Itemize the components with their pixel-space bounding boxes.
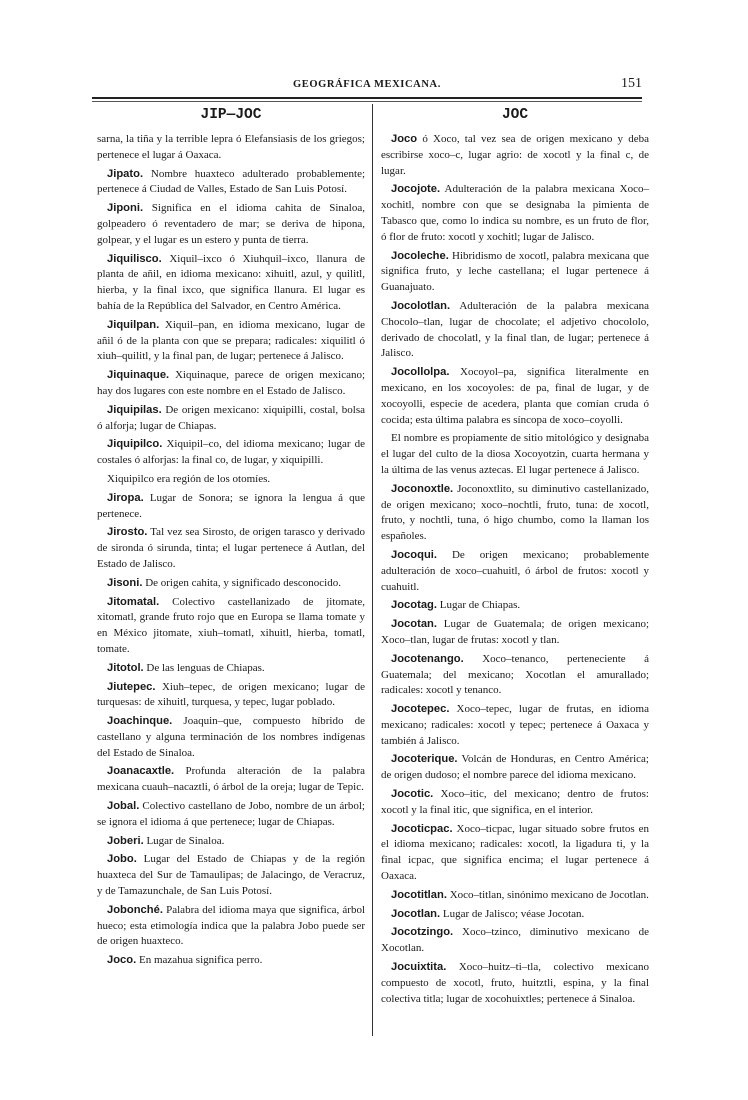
dictionary-entry — [381, 249, 649, 296]
entry-headword: Jocotag. — [391, 599, 438, 612]
dictionary-entry — [381, 822, 649, 885]
entry-headword: Jocoleche. — [391, 249, 449, 262]
entry-text: Hibridismo de xocotl, palabra mexicana que significa fruto, y leche castellana; el lugar pertenece á Guanajuato. — [381, 249, 649, 294]
entry-text: Xiquil–pan, en idioma mexicano, lugar de añil ó de la planta con que se prepara; radicales: xiquilitl ó xiuh–quilitl, y la final pan, de lugar; pertenece á Jalisco. — [97, 318, 366, 363]
entry-headword: Jiquilpan. — [107, 318, 160, 331]
entry-headword: Jocoterique. — [391, 753, 458, 766]
entry-text: De origen mexicano: xiquipilli, costal, bolsa ó alforja; lugar de Chiapas. — [97, 403, 365, 432]
entry-headword: Jobo. — [107, 853, 137, 866]
entry-headword: Jocotitlan. — [391, 888, 447, 901]
entry-headword: Joberi. — [107, 834, 144, 847]
entry-text: Lugar de Jalisco; véase Jocotan. — [442, 907, 585, 920]
dictionary-entry — [97, 714, 365, 761]
dictionary-entry — [381, 299, 649, 362]
entry-headword: Jisoni. — [107, 576, 143, 589]
entry-text: El nombre es propiamente de sitio mitológico y designaba el lugar del culto de la diosa Xocoyotzin, cuarta hermana y la última de las venus aztecas. El lugar pertenece á Jalisco. — [381, 432, 649, 476]
entry-text: Lugar de Sonora; se ignora la lengua á que pertenece. — [97, 491, 366, 520]
dictionary-entry — [97, 903, 365, 950]
entry-headword: Jobal. — [107, 800, 140, 813]
entry-headword: Jocoticpac. — [391, 822, 453, 835]
entry-text: En mazahua significa perro. — [138, 954, 263, 967]
entry-text: De origen mexicano; probablemente adulteración de xoco–cuahuitl, ó árbol de frutos: xocotl y cuahuitl. — [381, 548, 650, 593]
entry-text: Xoco–tzinco, diminutivo mexicano de Xocotlan. — [381, 926, 649, 955]
dictionary-entry — [97, 318, 365, 365]
dictionary-entry — [381, 752, 649, 784]
page-header — [92, 76, 642, 96]
dictionary-entry — [97, 834, 365, 850]
entry-text: Volcán de Honduras, en Centro América; de origen dudoso; el nombre parece del idioma mexicano. — [381, 753, 649, 782]
dictionary-entry — [97, 437, 365, 469]
right-column — [381, 106, 649, 1010]
dictionary-entry — [381, 182, 649, 245]
entry-text: Adulteración de la palabra mexicana Chocolo–tlan, lugar de chocolate; el adjetivo chocololo, derivado de chocolatl, y la final tlan, de lugar; pertenece á Jalisco. — [381, 299, 649, 360]
header-rule-thick — [92, 97, 642, 99]
entry-text: Lugar de Guatemala; de origen mexicano; Xoco–tlan, lugar de frutas: xocotl y tlan. — [381, 618, 650, 646]
entry-text: Colectivo castellano de Jobo, nombre de un árbol; se ignora el idioma á que pertenece; lugar de Chiapas. — [97, 800, 365, 828]
entry-headword: Jiquipilas. — [107, 403, 162, 416]
entry-text: Xiquipil–co, del idioma mexicano; lugar de costales ó alforjas: la final co, de lugar, y xiquipilli. — [97, 438, 366, 467]
dictionary-entry — [97, 852, 365, 899]
dictionary-entry — [97, 953, 365, 969]
dictionary-entry — [97, 680, 365, 712]
entry-headword: Joco — [391, 133, 418, 145]
entry-text: Colectivo castellanizado de jitomate, xitomatl, grande fruto rojo que en Europa se llama tomate y en México jitomate, xiuh–tomatl, xihuitl, hierba, tomatl, tomate. — [97, 595, 366, 655]
entry-text: Lugar del Estado de Chiapas y de la región huaxteca del Sur de Tamaulipas; de Jalacingo, de Veracruz, y de Tamazunchale, de San Luis Potosí. — [97, 853, 366, 898]
entry-text: Joaquin–que, compuesto híbrido de castellano y alguna terminación de los nombres indígenas del Estado de Sinaloa. — [97, 715, 365, 759]
entry-headword: Jipato. — [107, 167, 144, 180]
entry-text: Xoco–ticpac, lugar situado sobre frutos en el idioma mexicano; radicales: xocotl, la ligadura ti, y la final icpac, que significa encima; el lugar pertenece á Oaxaca. — [381, 822, 650, 883]
dictionary-entry — [381, 482, 649, 545]
entry-headword: Jiquinaque. — [107, 369, 170, 382]
entry-headword: Jiponi. — [107, 202, 144, 215]
dictionary-entry — [381, 548, 649, 595]
page-number: 151 — [621, 76, 642, 91]
dictionary-entry — [381, 960, 649, 1007]
entry-headword: Jiquipilco. — [107, 438, 163, 451]
entry-text: Lugar de Chiapas. — [439, 599, 521, 612]
entry-headword: Jitomatal. — [107, 595, 160, 608]
entry-headword: Jocotic. — [391, 788, 434, 801]
dictionary-entry — [97, 799, 365, 831]
entry-text: Palabra del idioma maya que significa, árbol hueco; esta etimología indica que la palabra Jobo puede ser de origen huaxteco. — [97, 903, 366, 948]
entry-headword: Jirosto. — [107, 526, 148, 539]
entry-headword: Jocollolpa. — [391, 366, 450, 379]
left-column-heading: JIP—JOC — [200, 107, 262, 123]
left-entries — [97, 132, 365, 969]
entry-headword: Jitotol. — [107, 661, 144, 674]
header-rule-thin — [92, 101, 642, 102]
dictionary-entry — [97, 472, 365, 488]
entry-text: Xiquipilco era región de los otomíes. — [107, 472, 271, 485]
entry-text: Xoco–itic, del mexicano; dentro de frutos: xocotl y la final itic, que significa, en el interior. — [381, 788, 649, 816]
entry-text: Xiquil–ixco ó Xiuhquil–ixco, llanura de planta de añil, en idioma mexicano: xihuitl, azul, y quilitl, hierba, y la final ixco, que significa llanura. El lugar es bahía de la República del Salvador, en Centro América. — [97, 252, 366, 312]
dictionary-entry — [97, 403, 365, 435]
entry-headword: Jiropa. — [107, 491, 144, 504]
right-entries — [381, 132, 649, 1007]
entry-text: De las lenguas de Chiapas. — [146, 661, 265, 674]
entry-text: Xoco–huitz–ti–tla, colectivo mexicano compuesto de xocotl, fruto, huitztli, espina, y la final colectiva titla; lugar de xocohuixtles; pertenece á Sinaloa. — [381, 961, 649, 1005]
entry-text: Joconoxtlito, su diminutivo castellanizado, de origen mexicano; xoco–nochtli, fruto, tuna: de xocotl, fruto, y nochtli, tuna, ó higo chumbo, como la llaman los españoles. — [381, 482, 650, 543]
entry-text: Xoco–titlan, sinónimo mexicano de Jocotlan. — [449, 888, 649, 901]
entry-text: Nombre huaxteco adulterado probablemente; pertenece á Ciudad de Valles, Estado de San Luis Potosí. — [97, 167, 366, 196]
entry-headword: Jocojote. — [391, 183, 441, 196]
entry-text: Xocoyol–pa, significa literalmente en mexicano, en los xocoyoles: de pa, final de lugar, y de xocoyolli, especie de acedera, planta que comían cruda ó cocida; esta última palabra es síncopa de xoco–coyolli. — [381, 366, 649, 426]
dictionary-entry — [381, 617, 649, 649]
dictionary-entry — [381, 132, 649, 179]
dictionary-entry — [97, 661, 365, 677]
dictionary-entry — [381, 652, 649, 699]
dictionary-entry — [381, 787, 649, 819]
dictionary-entry — [381, 431, 649, 478]
entry-text: Profunda alteración de la palabra mexicana cuauh–nacaztli, ó árbol de la oreja; lugar de Tepic. — [97, 765, 366, 794]
entry-headword: Jiquilisco. — [107, 252, 162, 265]
dictionary-entry — [97, 525, 365, 572]
dictionary-entry — [381, 888, 649, 904]
entry-headword: Jocoqui. — [391, 548, 437, 561]
entry-headword: Jocotlan. — [391, 907, 441, 920]
entry-headword: Jiutepec. — [107, 680, 156, 693]
entry-headword: Jocotenango. — [391, 652, 464, 665]
running-title: GEOGRÁFICA MEXICANA. — [293, 79, 441, 90]
dictionary-entry — [381, 598, 649, 614]
dictionary-entry — [381, 702, 649, 749]
dictionary-entry — [381, 907, 649, 923]
dictionary-entry — [381, 925, 649, 957]
dictionary-entry — [97, 201, 365, 248]
entry-text: Xoco–tenanco, perteneciente á Guatemala; del mexicano; Xocotlan el amurallado; radicales: xocotl y tenanco. — [381, 652, 650, 697]
dictionary-entry — [97, 576, 365, 592]
entry-headword: Jocotepec. — [391, 703, 450, 716]
dictionary-entry — [97, 252, 365, 315]
entry-headword: Joconoxtle. — [391, 482, 454, 495]
dictionary-entry — [97, 764, 365, 796]
left-column — [97, 106, 365, 972]
entry-text: Xoco–tepec, lugar de frutas, en idioma mexicano; radicales: xocotl y tepec; pertenece á Oaxaca y también á Jalisco. — [381, 703, 649, 747]
dictionary-entry — [97, 595, 365, 658]
entry-headword: Jocuixtita. — [391, 961, 447, 974]
entry-headword: Jocotzingo. — [391, 926, 454, 939]
entry-text: De origen cahita, y significado desconocido. — [145, 576, 341, 589]
dictionary-entry — [97, 368, 365, 400]
entry-headword: Jocotan. — [391, 618, 438, 631]
entry-text: sarna, la tiña y la terrible lepra ó Elefansiasis de los griegos; pertenece el lugar á Oaxaca. — [97, 133, 365, 161]
entry-headword: Joco. — [107, 954, 137, 967]
entry-headword: Jocolotlan. — [391, 299, 451, 312]
dictionary-entry — [97, 491, 365, 523]
entry-text: Adulteración de la palabra mexicana Xoco–xochitl, nombre con que se designaba la pimienta de Tabasco que, como lo indica su nombre, es un fruto de flor, ó flor de fruto: xocotl y xochitl; lugar de Jalisco. — [381, 183, 649, 243]
dictionary-entry — [97, 167, 365, 199]
column-divider — [372, 104, 373, 1036]
dictionary-entry — [97, 132, 365, 164]
entry-headword: Joanacaxtle. — [107, 765, 175, 778]
entry-headword: Jobonché. — [107, 903, 163, 916]
entry-text: Lugar de Sinaloa. — [146, 834, 225, 847]
entry-headword: Joachinque. — [107, 715, 173, 728]
right-column-heading: JOC — [501, 107, 529, 123]
entry-text: Tal vez sea Sirosto, de origen tarasco y derivado de sironda ó sirunda, tinta; el lugar pertenece á Autlan, del Estado de Jalisco. — [97, 526, 365, 570]
entry-text: Xiquinaque, parece de origen mexicano; hay dos lugares con este nombre en el Estado de Jalisco. — [97, 369, 366, 397]
dictionary-entry — [381, 365, 649, 428]
entry-text: Xiuh–tepec, de origen mexicano; lugar de turquesas: de xihuitl, turquesa, y tepec, lugar poblado. — [97, 680, 365, 709]
entry-text: ó Xoco, tal vez sea de origen mexicano y deba escribirse xoco–c, lugar agrio: de xocotl y la final c, de lugar. — [381, 133, 650, 177]
entry-text: Significa en el idioma cahita de Sinaloa, golpeadero ó reventadero de mar; se deriva de hipona, golpear, y el lugar es un estero y punta de tierra. — [97, 202, 365, 246]
